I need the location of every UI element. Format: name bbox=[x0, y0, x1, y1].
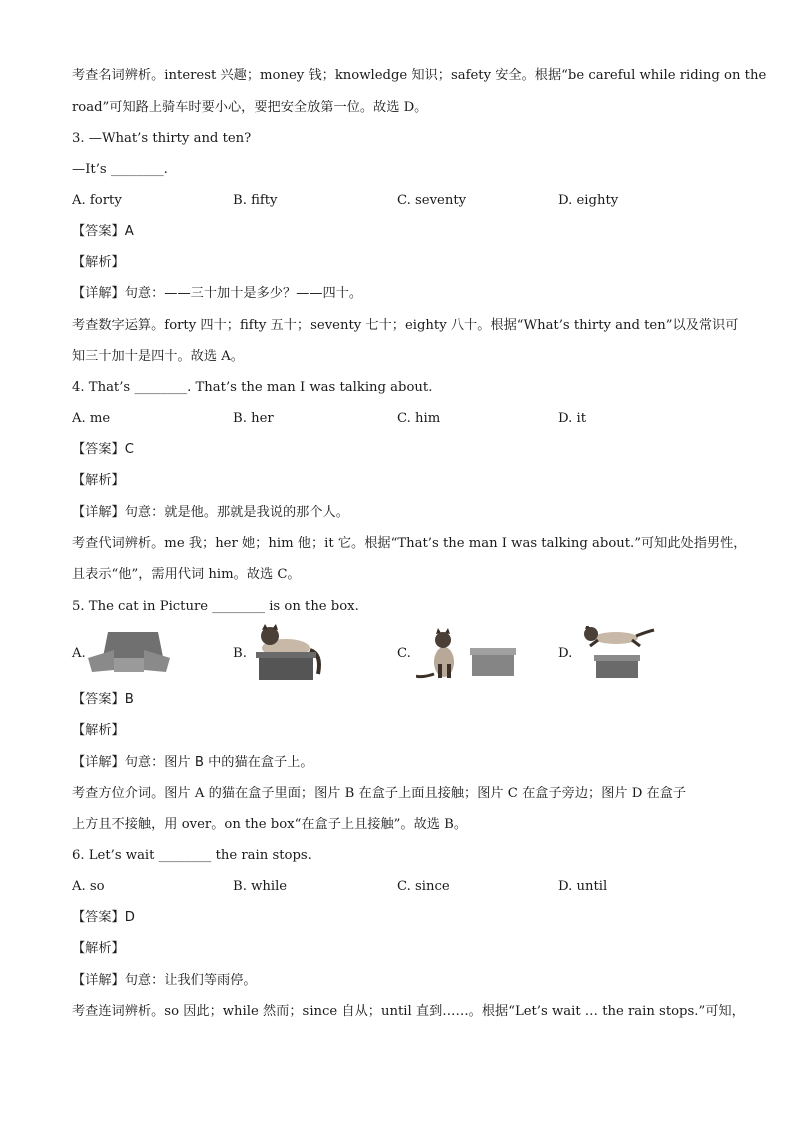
cat-over-box-picture bbox=[582, 626, 656, 680]
q6-option-d: D. until bbox=[558, 879, 608, 894]
q5-option-b: B. bbox=[233, 646, 247, 661]
q3-option-d: D. eighty bbox=[558, 193, 619, 208]
explanation-text: 考查代词辨析。me 我；her 她；him 他；it 它。根据“That’s the man I was talking about.”可知此处指男性， bbox=[72, 536, 747, 551]
detail-text: 【详解】句意：让我们等雨停。 bbox=[72, 973, 257, 988]
cat-in-box-picture bbox=[88, 628, 170, 676]
analysis-label: 【解析】 bbox=[72, 473, 125, 488]
q6-option-c: C. since bbox=[397, 879, 450, 894]
cat-beside-box-picture bbox=[416, 628, 522, 680]
q5-option-c: C. bbox=[397, 646, 411, 661]
answer-label: 【答案】D bbox=[72, 910, 135, 925]
q4-option-b: B. her bbox=[233, 411, 274, 426]
answer-label: 【答案】C bbox=[72, 442, 134, 457]
q3-option-c: C. seventy bbox=[397, 193, 467, 208]
detail-text: 【详解】句意：就是他。那就是我说的那个人。 bbox=[72, 505, 349, 520]
question-5-stem: 5. The cat in Picture ________ is on the box. bbox=[72, 599, 359, 614]
detail-text: 【详解】句意：图片 B 中的猫在盒子上。 bbox=[72, 755, 314, 770]
question-3-stem: 3. —What’s thirty and ten? bbox=[72, 131, 252, 146]
q4-option-a: A. me bbox=[72, 411, 111, 426]
explanation-text: 上方且不接触，用 over。on the box“在盒子上且接触”。故选 B。 bbox=[72, 817, 468, 832]
question-3-blank: —It’s ________. bbox=[72, 162, 168, 177]
q5-option-d: D. bbox=[558, 646, 573, 661]
explanation-text: 且表示“他”，需用代词 him。故选 C。 bbox=[72, 567, 301, 582]
q6-option-a: A. so bbox=[72, 879, 105, 894]
analysis-label: 【解析】 bbox=[72, 941, 125, 956]
explanation-text: 考查连词辨析。so 因此；while 然而；since 自从；until 直到……。根据“Let’s wait … the rain stops.”可知， bbox=[72, 1004, 745, 1019]
cat-on-box-picture bbox=[256, 624, 326, 682]
question-4-stem: 4. That’s ________. That’s the man I was talking about. bbox=[72, 380, 433, 395]
q3-option-a: A. forty bbox=[72, 193, 122, 208]
explanation-text: 知三十加十是四十。故选 A。 bbox=[72, 349, 244, 364]
analysis-label: 【解析】 bbox=[72, 255, 125, 270]
question-6-stem: 6. Let’s wait ________ the rain stops. bbox=[72, 848, 312, 863]
q6-option-b: B. while bbox=[233, 879, 288, 894]
explanation-text: 考查数字运算。forty 四十；fifty 五十；seventy 七十；eighty 八十。根据“What’s thirty and ten”以及常识可 bbox=[72, 318, 739, 333]
q5-option-a: A. bbox=[72, 646, 86, 661]
q4-option-d: D. it bbox=[558, 411, 587, 426]
q3-option-b: B. fifty bbox=[233, 193, 278, 208]
detail-text: 【详解】句意：——三十加十是多少？——四十。 bbox=[72, 286, 363, 301]
q4-option-c: C. him bbox=[397, 411, 441, 426]
answer-label: 【答案】A bbox=[72, 224, 134, 239]
analysis-label: 【解析】 bbox=[72, 723, 125, 738]
explanation-text: 考查方位介词。图片 A 的猫在盒子里面；图片 B 在盒子上面且接触；图片 C 在盒子旁边；图片 D 在盒子 bbox=[72, 786, 687, 801]
explanation-text: road”可知路上骑车时要小心，要把安全放第一位。故选 D。 bbox=[72, 100, 428, 115]
explanation-text: 考查名词辨析。interest 兴趣；money 钱；knowledge 知识；safety 安全。根据“be careful while riding on the bbox=[72, 68, 767, 83]
answer-label: 【答案】B bbox=[72, 692, 134, 707]
